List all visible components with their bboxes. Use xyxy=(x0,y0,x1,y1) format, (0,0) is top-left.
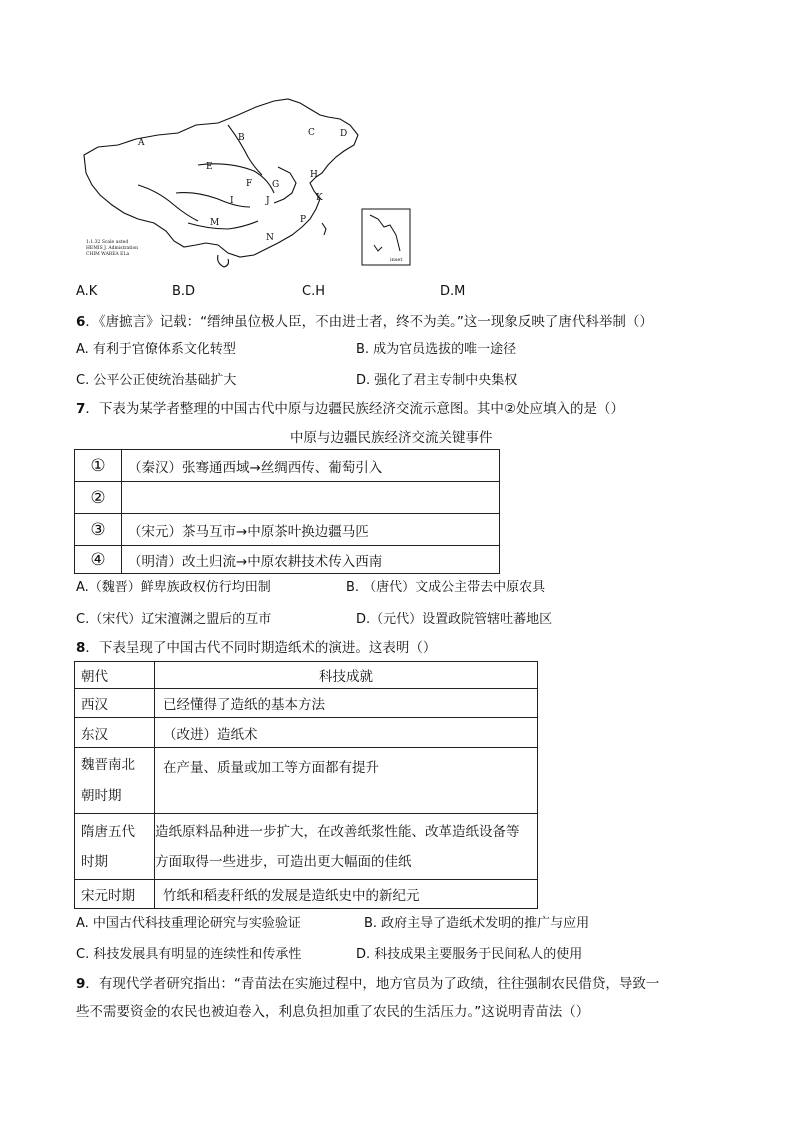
text-line: 方面取得一些进步，可造出更大幅面的佳纸 xyxy=(155,853,412,870)
table-cell-text: （宋元）茶马互市→中原茶叶换边疆马匹 xyxy=(122,514,500,546)
q8-option-c[interactable]: C. 科技发展具有明显的连续性和传承性 xyxy=(76,947,302,962)
question-number: 6 xyxy=(76,314,86,330)
map-label-a: A xyxy=(138,138,145,148)
q8-option-d[interactable]: D. 科技成果主要服务于民间私人的使用 xyxy=(356,947,583,962)
inset-label: inset xyxy=(390,257,403,263)
q7-option-a[interactable]: A.（魏晋）鲜卑族政权仿行均田制 xyxy=(76,580,271,595)
table-cell-num: ④ xyxy=(75,546,122,574)
table-row xyxy=(75,880,538,909)
table-header-row xyxy=(75,662,538,689)
q6-stem xyxy=(76,310,653,330)
table-cell-num: ③ xyxy=(75,514,122,546)
q6-option-b[interactable]: B. 成为官员选拔的唯一途径 xyxy=(356,342,517,357)
map-label-i: I xyxy=(230,196,234,206)
q6-option-a[interactable]: A. 有利于官僚体系文化转型 xyxy=(76,342,236,357)
q8-table xyxy=(74,661,538,909)
q5-option-c[interactable]: C.H xyxy=(302,284,325,299)
map-label-m: M xyxy=(210,218,220,228)
map-label-k: K xyxy=(316,193,323,203)
era-line: 时期 xyxy=(81,853,108,870)
q5-option-d[interactable]: D.M xyxy=(440,284,466,299)
question-text: ．下表为某学者整理的中国古代中原与边疆民族经济交流示意图。其中②处应填入的是（） xyxy=(85,401,625,417)
table-header-achievement: 科技成就 xyxy=(155,662,538,689)
table-cell-text: （改进）造纸术 xyxy=(155,718,538,748)
q6-option-d[interactable]: D. 强化了君主专制中央集权 xyxy=(356,373,518,388)
q6-option-c[interactable]: C. 公平公正使统治基础扩大 xyxy=(76,373,237,388)
q7-table-title: 中原与边疆民族经济交流关键事件 xyxy=(290,430,493,446)
q5-option-b[interactable]: B.D xyxy=(172,284,196,299)
map-label-j: J xyxy=(266,196,270,206)
table-cell-num: ② xyxy=(75,482,122,514)
legend-line: HEMIS J. Admistration xyxy=(86,246,139,251)
era-line: 朝时期 xyxy=(81,788,122,804)
question-text: ．有现代学者研究指出：“青苗法在实施过程中，地方官员为了政绩，往往强制农民借贷，导致一 xyxy=(85,976,660,992)
q7-option-c[interactable]: C.（宋代）辽宋澶渊之盟后的互市 xyxy=(76,612,272,627)
table-row xyxy=(75,514,500,546)
map-label-d: D xyxy=(340,129,348,139)
table-cell-era: 东汉 xyxy=(75,718,155,748)
table-header-era: 朝代 xyxy=(75,662,155,689)
q7-option-b[interactable]: B. （唐代）文成公主带去中原农具 xyxy=(346,580,546,595)
map-label-b: B xyxy=(238,133,245,143)
map-label-g: G xyxy=(272,180,280,190)
table-row xyxy=(75,450,500,482)
table-cell-text: （明清）改土归流→中原农耕技术传入西南 xyxy=(122,546,500,574)
map-label-f: F xyxy=(246,179,253,189)
table-row xyxy=(75,718,538,748)
table-row xyxy=(75,748,538,814)
q8-option-b[interactable]: B. 政府主导了造纸术发明的推广与应用 xyxy=(364,916,590,931)
q7-option-d[interactable]: D.（元代）设置政院管辖吐蕃地区 xyxy=(356,612,553,627)
table-cell-text: 已经懂得了造纸的基本方法 xyxy=(155,689,538,718)
table-cell-era xyxy=(75,814,155,880)
legend-line: CHIM WAREA ELa xyxy=(86,252,130,257)
table-row xyxy=(75,814,538,880)
table-row xyxy=(75,689,538,718)
question-number: 9 xyxy=(76,976,86,992)
question-text: ．《唐摭言》记载：“缙绅虽位极人臣，不由进士者，终不为美。”这一现象反映了唐代科举制（） xyxy=(85,314,653,330)
q7-stem xyxy=(76,397,624,417)
text-line: 造纸原料品种进一步扩大，在改善纸浆性能、改革造纸设备等 xyxy=(155,823,520,840)
q7-table xyxy=(74,449,500,574)
q5-option-a[interactable]: A.K xyxy=(76,284,98,299)
legend-line: 1:1.32 Scale usted xyxy=(86,240,129,245)
map-label-h: H xyxy=(310,170,318,180)
table-row xyxy=(75,546,500,574)
era-line: 隋唐五代 xyxy=(81,823,135,840)
map-label-c: C xyxy=(308,128,315,138)
inset-map xyxy=(362,209,410,265)
era-line: 魏晋南北 xyxy=(81,757,135,773)
table-cell-text xyxy=(122,482,500,514)
map-label-e: E xyxy=(206,162,213,172)
q9-stem-line2: 些不需要资金的农民也被迫卷入，利息负担加重了农民的生活压力。”这说明青苗法（） xyxy=(76,1004,590,1020)
table-cell-num: ① xyxy=(75,450,122,482)
table-row xyxy=(75,482,500,514)
table-cell-text: 竹纸和稻麦秆纸的发展是造纸史中的新纪元 xyxy=(155,880,538,909)
question-text: ．下表呈现了中国古代不同时期造纸术的演进。这表明（） xyxy=(85,640,437,656)
map-label-p: P xyxy=(300,215,307,225)
table-cell-era xyxy=(75,748,155,814)
legend-block xyxy=(86,239,138,257)
table-cell-era: 宋元时期 xyxy=(75,880,155,909)
q8-stem xyxy=(76,636,436,656)
question-number: 8 xyxy=(76,640,86,656)
table-cell-text xyxy=(155,814,538,880)
table-cell-text: 在产量、质量或加工等方面都有提升 xyxy=(155,748,538,814)
question-number: 7 xyxy=(76,401,86,417)
table-cell-text: （秦汉）张骞通西域→丝绸西传、葡萄引入 xyxy=(122,450,500,482)
table-cell-era: 西汉 xyxy=(75,689,155,718)
china-map-figure xyxy=(78,95,423,270)
q9-stem-line1 xyxy=(76,972,659,992)
map-label-n: N xyxy=(266,233,274,243)
q8-option-a[interactable]: A. 中国古代科技重理论研究与实验验证 xyxy=(76,916,301,931)
